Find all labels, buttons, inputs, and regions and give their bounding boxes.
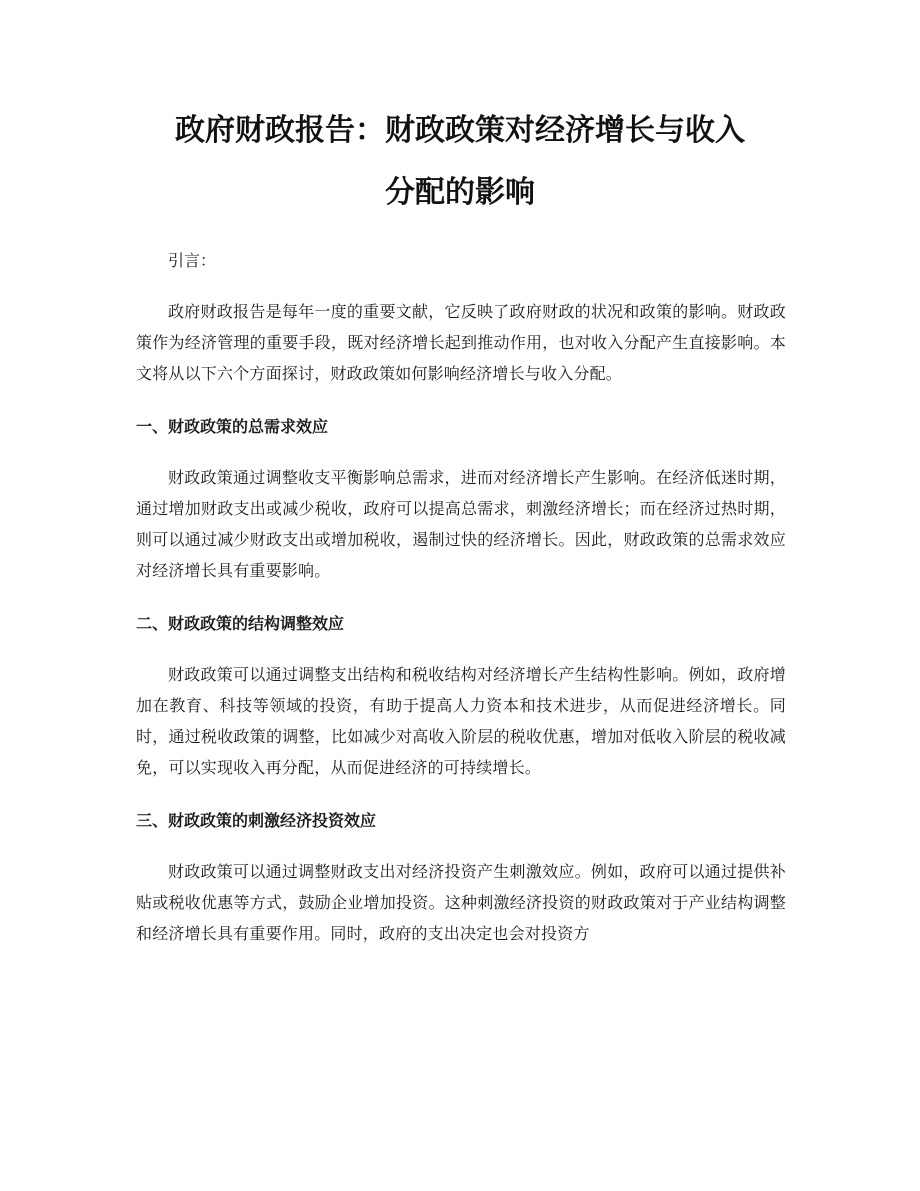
document-body [136,245,786,949]
section-paragraph-3: 财政政策可以通过调整财政支出对经济投资产生刺激效应。例如，政府可以通过提供补贴或税收优惠等方式，鼓励企业增加投资。这种刺激经济投资的财政政策对于产业结构调整和经济增长具有重要作用。同时，政府的支出决定也会对投资方 [136,862,786,943]
document-title [120,100,800,224]
intro-label: 引言： [168,251,217,270]
section-paragraph-1: 财政政策通过调整收支平衡影响总需求，进而对经济增长产生影响。在经济低迷时期，通过增加财政支出或减少税收，政府可以提高总需求，刺激经济增长；而在经济过热时期，则可以通过减少财政支出或增加税收，遏制过快的经济增长。因此，财政政策的总需求效应对经济增长具有重要影响。 [136,468,786,580]
section-heading-2: 二、财政政策的结构调整效应 [136,614,345,633]
title-line-1: 政府财政报告：财政政策对经济增长与收入 [175,113,745,148]
section-paragraph-2: 财政政策可以通过调整支出结构和税收结构对经济增长产生结构性影响。例如，政府增加在教育、科技等领域的投资，有助于提高人力资本和技术进步，从而促进经济增长。同时，通过税收政策的调整，比如减少对高收入阶层的税收优惠，增加对低收入阶层的税收减免，可以实现收入再分配，从而促进经济的可持续增长。 [136,665,786,777]
intro-paragraph: 政府财政报告是每年一度的重要文献，它反映了政府财政的状况和政策的影响。财政政策作为经济管理的重要手段，既对经济增长起到推动作用，也对收入分配产生直接影响。本文将从以下六个方面探讨，财政政策如何影响经济增长与收入分配。 [136,302,786,383]
title-line-2: 分配的影响 [385,175,535,210]
section-heading-3: 三、财政政策的刺激经济投资效应 [136,811,377,830]
section-heading-1: 一、财政政策的总需求效应 [136,417,329,436]
